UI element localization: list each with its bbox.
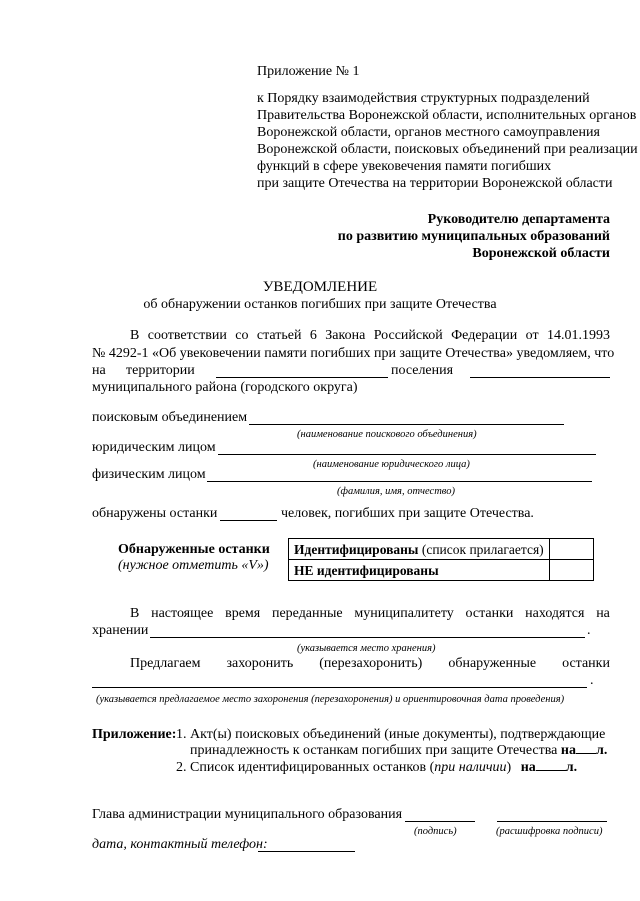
legal-entity-hint: (наименование юридического лица) bbox=[313, 459, 470, 470]
burial-hint: (указывается предлагаемое место захоронения (перезахоронения) и ориентировочная дата проведения) bbox=[96, 694, 565, 705]
found-prefix: обнаружены останки bbox=[92, 506, 218, 521]
addressee-line: Воронежской области bbox=[472, 246, 610, 261]
person-hint: (фамилия, имя, отчество) bbox=[337, 486, 455, 497]
signature-hint: (подпись) bbox=[414, 826, 457, 837]
storage-line bbox=[130, 605, 610, 622]
found-count-field[interactable] bbox=[220, 520, 277, 521]
document-subtitle: об обнаружении останков погибших при защите Отечества bbox=[143, 297, 497, 312]
burial-word: захоронить bbox=[226, 656, 294, 671]
attachment-item-2-na: на bbox=[520, 760, 536, 775]
burial-line bbox=[130, 655, 610, 672]
appendix-ref-line: Воронежской области, органов местного самоуправления bbox=[257, 125, 600, 140]
search-org-field[interactable] bbox=[249, 424, 564, 425]
storage-word: переданные bbox=[271, 606, 343, 621]
storage-word: настоящее bbox=[151, 606, 214, 621]
identified-option bbox=[289, 539, 550, 560]
storage-place-field[interactable] bbox=[150, 637, 585, 638]
contact-field[interactable] bbox=[258, 851, 355, 852]
search-org-label: поисковым объединением bbox=[92, 410, 248, 425]
identified-row bbox=[289, 539, 594, 560]
remains-options-table bbox=[288, 538, 594, 581]
territory-field[interactable] bbox=[216, 377, 388, 378]
identified-suffix: (список прилагается) bbox=[418, 541, 544, 557]
signature-field[interactable] bbox=[405, 821, 475, 822]
appendix-ref-line: при защите Отечества на территории Воронежской области bbox=[257, 176, 613, 191]
storage-word: останки bbox=[465, 606, 514, 621]
storage-word: В bbox=[130, 606, 140, 621]
storage-word: время bbox=[225, 606, 261, 621]
intro-settlement: поселения bbox=[391, 363, 454, 378]
not-identified-option: НЕ идентифицированы bbox=[289, 560, 550, 581]
attachments-label: Приложение: bbox=[92, 727, 177, 742]
not-identified-row bbox=[289, 560, 594, 581]
storage-hint: (указывается место хранения) bbox=[297, 643, 436, 654]
intro-line: муниципального района (городского округа) bbox=[92, 380, 358, 395]
settlement-field[interactable] bbox=[470, 377, 610, 378]
burial-period: . bbox=[590, 673, 594, 688]
attachment-item-1-na: на bbox=[560, 743, 576, 758]
attachment-item-1-text: принадлежность к останкам погибших при защите Отечества bbox=[190, 743, 558, 758]
storage-label: хранении bbox=[92, 623, 149, 638]
addressee-line: Руководителю департамента bbox=[427, 212, 610, 227]
storage-word: муниципалитету bbox=[354, 606, 454, 621]
storage-word: на bbox=[596, 606, 610, 621]
appendix-ref-line: функций в сфере увековечения памяти погибших bbox=[257, 159, 552, 174]
burial-word: обнаруженные bbox=[448, 656, 537, 671]
attachment-item-2-l: л. bbox=[565, 760, 578, 775]
appendix-number: Приложение № 1 bbox=[257, 64, 360, 79]
attachment-1-pages-field[interactable] bbox=[576, 753, 596, 754]
intro-na: на bbox=[92, 363, 106, 378]
attachment-item-2-text: 2. Список идентифицированных останков ( bbox=[176, 760, 435, 775]
attachment-item-1: 1. Акт(ы) поисковых объединений (иные документы), подтверждающие bbox=[176, 727, 606, 742]
attachment-item-2-close: ) bbox=[506, 760, 512, 775]
remains-label: Обнаруженные останки bbox=[118, 542, 270, 557]
attachment-2-pages-field[interactable] bbox=[536, 770, 566, 771]
addressee-line: по развитию муниципальных образований bbox=[337, 229, 610, 244]
burial-word: останки bbox=[562, 656, 610, 671]
storage-word: находятся bbox=[525, 606, 585, 621]
person-field[interactable] bbox=[207, 481, 592, 482]
appendix-ref-line: Правительства Воронежской области, исполнительных органов bbox=[257, 108, 637, 123]
legal-entity-field[interactable] bbox=[218, 454, 596, 455]
not-identified-checkbox[interactable] bbox=[549, 560, 593, 581]
intro-line: В соответствии со статьей 6 Закона Российской Федерации от 14.01.1993 bbox=[130, 328, 610, 343]
remains-note: (нужное отметить «V») bbox=[118, 558, 269, 573]
storage-period: . bbox=[587, 623, 591, 638]
signature-head: Глава администрации муниципального образования bbox=[92, 807, 403, 822]
signature-decode-field[interactable] bbox=[497, 821, 607, 822]
person-label: физическим лицом bbox=[92, 467, 206, 482]
document-title: УВЕДОМЛЕНИЕ bbox=[262, 279, 378, 295]
legal-entity-label: юридическим лицом bbox=[92, 440, 216, 455]
search-org-hint: (наименование поискового объединения) bbox=[297, 429, 477, 440]
attachment-item-1-l: л. bbox=[595, 743, 608, 758]
appendix-ref-line: к Порядку взаимодействия структурных подразделений bbox=[257, 91, 590, 106]
burial-word: Предлагаем bbox=[130, 656, 201, 671]
intro-territory: территории bbox=[126, 363, 195, 378]
burial-word: (перезахоронить) bbox=[319, 656, 423, 671]
identified-checkbox[interactable] bbox=[549, 539, 593, 560]
found-suffix: человек, погибших при защите Отечества. bbox=[281, 506, 534, 521]
burial-place-field[interactable] bbox=[92, 687, 587, 688]
contact-label: дата, контактный телефон: bbox=[92, 837, 268, 852]
identified-label: Идентифицированы bbox=[294, 541, 419, 557]
appendix-ref-line: Воронежской области, поисковых объединений при реализации bbox=[257, 142, 638, 157]
signature-decode-hint: (расшифровка подписи) bbox=[496, 826, 603, 837]
intro-line: № 4292-1 «Об увековечении памяти погибших при защите Отечества» уведомляем, что bbox=[92, 346, 615, 361]
attachment-item-2-italic: при наличии bbox=[434, 760, 507, 775]
attachment-item-1-cont bbox=[190, 742, 607, 759]
attachment-item-2 bbox=[176, 759, 577, 776]
